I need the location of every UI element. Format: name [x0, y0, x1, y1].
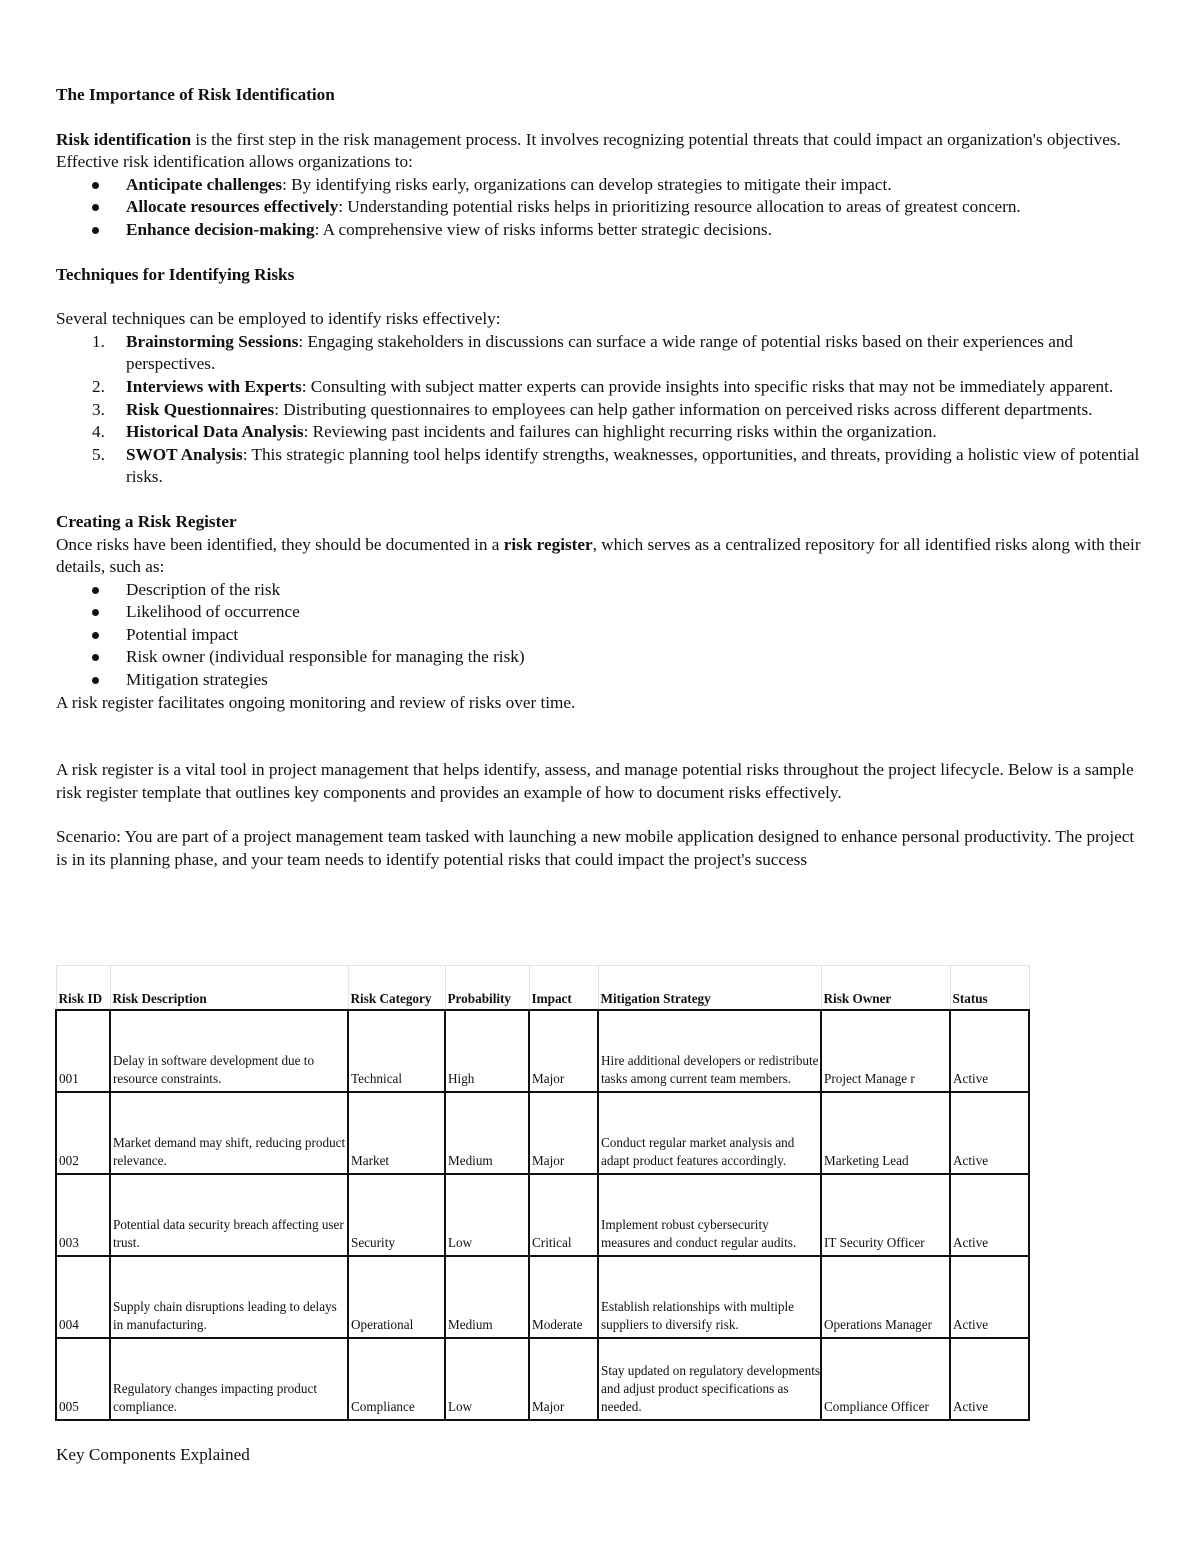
- cell-probability: Low: [445, 1174, 529, 1256]
- list-item: Anticipate challenges: By identifying risks early, organizations can develop strategies to mitigate their impact.: [56, 174, 1146, 197]
- cell-probability: Medium: [445, 1092, 529, 1174]
- cell-risk-category: Operational: [348, 1256, 445, 1338]
- techniques-intro: Several techniques can be employed to identify risks effectively:: [56, 309, 501, 329]
- techniques-list: [56, 331, 1146, 489]
- list-item: 2. Interviews with Experts: Consulting with subject matter experts can provide insights into specific risks that may not be immediately apparent.: [92, 376, 1114, 396]
- cell-risk-description: Regulatory changes impacting product compliance.: [110, 1338, 348, 1420]
- header-risk-description: Risk Description: [110, 966, 348, 1011]
- cell-status: Active: [950, 1338, 1029, 1420]
- risk-register-intro: Once risks have been identified, they should be documented in a risk register, which serves as a centralized repository for all identified risks along with their details, such as:: [56, 534, 1141, 577]
- cell-risk-id: 005: [56, 1338, 110, 1420]
- header-status: Status: [950, 966, 1029, 1011]
- cell-risk-category: Market: [348, 1092, 445, 1174]
- cell-risk-category: Technical: [348, 1010, 445, 1092]
- cell-risk-id: 001: [56, 1010, 110, 1092]
- risk-register-closing: A risk register facilitates ongoing monitoring and review of risks over time.: [56, 692, 576, 712]
- cell-status: Active: [950, 1256, 1029, 1338]
- table-row: [56, 1174, 1029, 1256]
- cell-risk-owner: Compliance Officer: [821, 1338, 950, 1420]
- cell-risk-id: 002: [56, 1092, 110, 1174]
- cell-impact: Critical: [529, 1174, 598, 1256]
- cell-risk-description: Potential data security breach affecting user trust.: [110, 1174, 348, 1256]
- header-probability: Probability: [445, 966, 529, 1011]
- document-body: [56, 84, 1146, 872]
- cell-impact: Moderate: [529, 1256, 598, 1338]
- cell-risk-category: Security: [348, 1174, 445, 1256]
- cell-mitigation-strategy: Implement robust cybersecurity measures and conduct regular audits.: [598, 1174, 821, 1256]
- scenario-paragraph: Scenario: You are part of a project management team tasked with launching a new mobile application designed to enhance personal productivity. The project is in its planning phase, and your team needs to identify potential risks that could impact the project's success: [56, 827, 1135, 870]
- table-row: [56, 1010, 1029, 1092]
- risk-identification-intro: Risk identification is the first step in the risk management process. It involves recognizing potential threats that could impact an organization's objectives. Effective risk identification allows organizations to:: [56, 129, 1121, 172]
- heading-techniques: Techniques for Identifying Risks: [56, 264, 295, 284]
- bullet-icon: [92, 227, 99, 234]
- heading-risk-identification: The Importance of Risk Identification: [56, 85, 335, 104]
- cell-impact: Major: [529, 1338, 598, 1420]
- header-mitigation-strategy: Mitigation Strategy: [598, 966, 821, 1011]
- header-risk-id: Risk ID: [56, 966, 110, 1011]
- header-impact: Impact: [529, 966, 598, 1011]
- cell-risk-owner: Operations Manager: [821, 1256, 950, 1338]
- cell-status: Active: [950, 1010, 1029, 1092]
- bullet-icon: [92, 204, 99, 211]
- bullet-icon: [92, 654, 99, 661]
- cell-impact: Major: [529, 1010, 598, 1092]
- header-risk-category: Risk Category: [348, 966, 445, 1011]
- cell-risk-id: 004: [56, 1256, 110, 1338]
- list-item: Risk owner (individual responsible for managing the risk): [56, 646, 1146, 669]
- list-item: Description of the risk: [56, 579, 1146, 602]
- cell-mitigation-strategy: Conduct regular market analysis and adapt product features accordingly.: [598, 1092, 821, 1174]
- bullet-icon: [92, 587, 99, 594]
- cell-risk-owner: Project Manage r: [821, 1010, 950, 1092]
- risk-register-paragraph: A risk register is a vital tool in project management that helps identify, assess, and manage potential risks throughout the project lifecycle. Below is a sample risk register template that outlines key components and provides an example of how to document risks effectively.: [56, 760, 1134, 802]
- heading-risk-register: Creating a Risk Register: [56, 511, 237, 531]
- cell-mitigation-strategy: Establish relationships with multiple suppliers to diversify risk.: [598, 1256, 821, 1338]
- table-row: [56, 1256, 1029, 1338]
- table-row: [56, 1092, 1029, 1174]
- cell-risk-owner: IT Security Officer: [821, 1174, 950, 1256]
- bullet-icon: [92, 182, 99, 189]
- cell-probability: High: [445, 1010, 529, 1092]
- spacer: [56, 714, 1146, 759]
- list-item: 1. Brainstorming Sessions: Engaging stakeholders in discussions can surface a wide range of potential risks based on their experiences and perspectives.: [92, 331, 1074, 374]
- list-item: Allocate resources effectively: Understanding potential risks helps in prioritizing resource allocation to areas of greatest concern.: [56, 196, 1146, 219]
- table-header-row: [56, 966, 1029, 1011]
- cell-risk-description: Market demand may shift, reducing product relevance.: [110, 1092, 348, 1174]
- header-risk-owner: Risk Owner: [821, 966, 950, 1011]
- cell-status: Active: [950, 1092, 1029, 1174]
- cell-impact: Major: [529, 1092, 598, 1174]
- list-item: 3. Risk Questionnaires: Distributing questionnaires to employees can help gather information on perceived risks across different departments.: [92, 399, 1093, 419]
- list-item: 5. SWOT Analysis: This strategic planning tool helps identify strengths, weaknesses, opportunities, and threats, providing a holistic view of potential risks.: [92, 444, 1140, 487]
- cell-probability: Low: [445, 1338, 529, 1420]
- list-item: Potential impact: [56, 624, 1146, 647]
- list-item: 4. Historical Data Analysis: Reviewing past incidents and failures can highlight recurring risks within the organization.: [92, 422, 937, 442]
- bullet-icon: [92, 609, 99, 616]
- cell-risk-id: 003: [56, 1174, 110, 1256]
- table-row: [56, 1338, 1029, 1420]
- cell-mitigation-strategy: Stay updated on regulatory developments and adjust product specifications as needed.: [598, 1338, 821, 1420]
- register-details-list: [56, 579, 1146, 692]
- cell-probability: Medium: [445, 1256, 529, 1338]
- list-item: Mitigation strategies: [56, 669, 1146, 692]
- list-item: Likelihood of occurrence: [56, 601, 1146, 624]
- cell-risk-category: Compliance: [348, 1338, 445, 1420]
- identification-benefits-list: [56, 174, 1146, 242]
- key-components-heading: Key Components Explained: [56, 1445, 250, 1464]
- cell-risk-owner: Marketing Lead: [821, 1092, 950, 1174]
- cell-risk-description: Delay in software development due to resource constraints.: [110, 1010, 348, 1092]
- risk-register-table: [55, 965, 1030, 1421]
- cell-status: Active: [950, 1174, 1029, 1256]
- cell-mitigation-strategy: Hire additional developers or redistribute tasks among current team members.: [598, 1010, 821, 1092]
- list-item: Enhance decision-making: A comprehensive view of risks informs better strategic decisions.: [56, 219, 1146, 242]
- bullet-icon: [92, 632, 99, 639]
- bullet-icon: [92, 677, 99, 684]
- cell-risk-description: Supply chain disruptions leading to delays in manufacturing.: [110, 1256, 348, 1338]
